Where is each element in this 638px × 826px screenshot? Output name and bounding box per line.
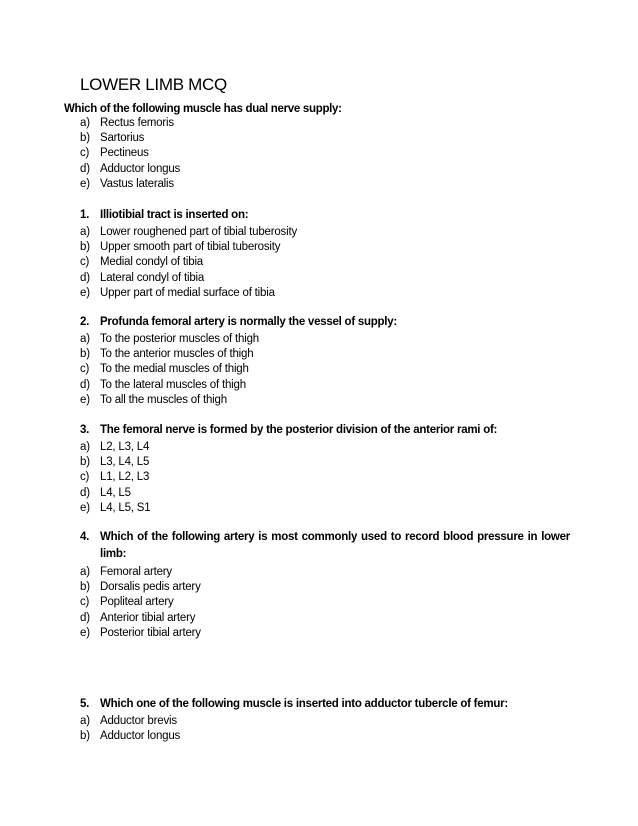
question-number: 5. — [80, 698, 90, 710]
option-text: Femoral artery — [100, 566, 172, 578]
option-item — [80, 240, 570, 255]
question-text: Which of the following artery is most commonly used to record blood pressure in lower limb: — [100, 531, 570, 560]
option-text: Adductor longus — [100, 162, 181, 175]
option-label: e) — [80, 393, 90, 406]
option-label: b) — [80, 730, 90, 743]
option-text: Lateral condyl of tibia — [100, 271, 205, 284]
option-text: Pectineus — [100, 147, 149, 160]
question-number: 1. — [80, 209, 90, 221]
option-text: L1, L2, L3 — [100, 471, 150, 484]
option-label: c) — [80, 147, 90, 160]
question-stem — [80, 207, 570, 223]
option-item — [80, 580, 570, 595]
page-title: LOWER LIMB MCQ — [80, 75, 227, 94]
question-text: Profunda femoral artery is normally the vessel of supply: — [100, 316, 397, 328]
option-item — [80, 729, 570, 744]
option-item — [80, 177, 570, 192]
option-text: Adductor brevis — [100, 715, 177, 727]
question-stem — [80, 529, 570, 563]
option-label: e) — [80, 626, 90, 639]
option-item — [80, 470, 570, 485]
option-label: b) — [80, 132, 90, 145]
option-label: e) — [80, 501, 90, 514]
option-item — [80, 565, 570, 580]
option-text: Upper smooth part of tibial tuberosity — [100, 241, 281, 254]
option-label: d) — [80, 611, 90, 624]
question-4 — [80, 529, 570, 641]
option-item — [80, 271, 570, 286]
option-label: d) — [80, 271, 90, 284]
option-text: L2, L3, L4 — [100, 441, 150, 453]
option-item — [80, 255, 570, 270]
intro-question-options — [80, 116, 570, 192]
option-item — [80, 378, 570, 393]
option-item — [80, 225, 570, 240]
option-text: To the anterior muscles of thigh — [100, 348, 254, 361]
option-label: c) — [80, 471, 90, 484]
option-text: Dorsalis pedis artery — [100, 581, 201, 594]
option-label: a) — [80, 715, 90, 727]
option-text: Popliteal artery — [100, 596, 174, 609]
option-item — [80, 595, 570, 610]
question-text: Which one of the following muscle is inserted into adductor tubercle of femur: — [100, 698, 508, 710]
option-text: Sartorius — [100, 132, 145, 145]
question-stem — [80, 422, 570, 438]
option-label: b) — [80, 456, 90, 469]
option-label: c) — [80, 363, 90, 376]
option-item — [80, 116, 570, 131]
option-item — [80, 146, 570, 161]
option-label: a) — [80, 441, 90, 453]
option-item — [80, 162, 570, 177]
option-item — [80, 332, 570, 347]
option-item — [80, 286, 570, 301]
option-text: Upper part of medial surface of tibia — [100, 286, 275, 299]
option-label: e) — [80, 286, 90, 299]
option-text: To the medial muscles of thigh — [100, 363, 249, 376]
option-text: To all the muscles of thigh — [100, 393, 227, 406]
option-label: e) — [80, 177, 90, 190]
option-text: L3, L4, L5 — [100, 456, 150, 469]
option-label: d) — [80, 378, 90, 391]
option-item — [80, 362, 570, 377]
option-label: a) — [80, 226, 90, 238]
question-stem — [80, 696, 570, 712]
option-label: d) — [80, 162, 90, 175]
question-5 — [80, 696, 570, 744]
option-label: a) — [80, 566, 90, 578]
option-text: Lower roughened part of tibial tuberosity — [100, 226, 298, 238]
option-item — [80, 714, 570, 729]
question-stem — [80, 314, 570, 330]
option-label: a) — [80, 117, 90, 129]
question-number: 2. — [80, 316, 90, 328]
option-text: Anterior tibial artery — [100, 611, 196, 624]
option-item — [80, 611, 570, 626]
option-text: To the posterior muscles of thigh — [100, 333, 259, 345]
option-item — [80, 626, 570, 641]
option-label: a) — [80, 333, 90, 345]
option-text: Posterior tibial artery — [100, 626, 201, 639]
option-item — [80, 131, 570, 146]
option-label: c) — [80, 596, 90, 609]
option-text: To the lateral muscles of thigh — [100, 378, 246, 391]
question-text: Illiotibial tract is inserted on: — [100, 209, 249, 221]
option-item — [80, 347, 570, 362]
option-label: d) — [80, 486, 90, 499]
option-text: Medial condyl of tibia — [100, 256, 203, 269]
option-label: c) — [80, 256, 90, 269]
option-item — [80, 440, 570, 455]
option-item — [80, 393, 570, 408]
option-text: L4, L5, S1 — [100, 501, 151, 514]
intro-question-text: Which of the following muscle has dual nerve supply: — [64, 103, 342, 115]
option-item — [80, 455, 570, 470]
option-item — [80, 486, 570, 501]
question-number: 4. — [80, 531, 90, 543]
question-text: The femoral nerve is formed by the posterior division of the anterior rami of: — [100, 424, 498, 436]
option-label: b) — [80, 241, 90, 254]
option-text: Adductor longus — [100, 730, 181, 743]
question-3 — [80, 422, 570, 516]
question-2 — [80, 314, 570, 408]
option-item — [80, 501, 570, 516]
option-label: b) — [80, 348, 90, 361]
option-label: b) — [80, 581, 90, 594]
option-text: Vastus lateralis — [100, 177, 174, 190]
question-number: 3. — [80, 424, 90, 436]
question-1 — [80, 207, 570, 301]
option-text: Rectus femoris — [100, 117, 174, 129]
option-text: L4, L5 — [100, 486, 131, 499]
